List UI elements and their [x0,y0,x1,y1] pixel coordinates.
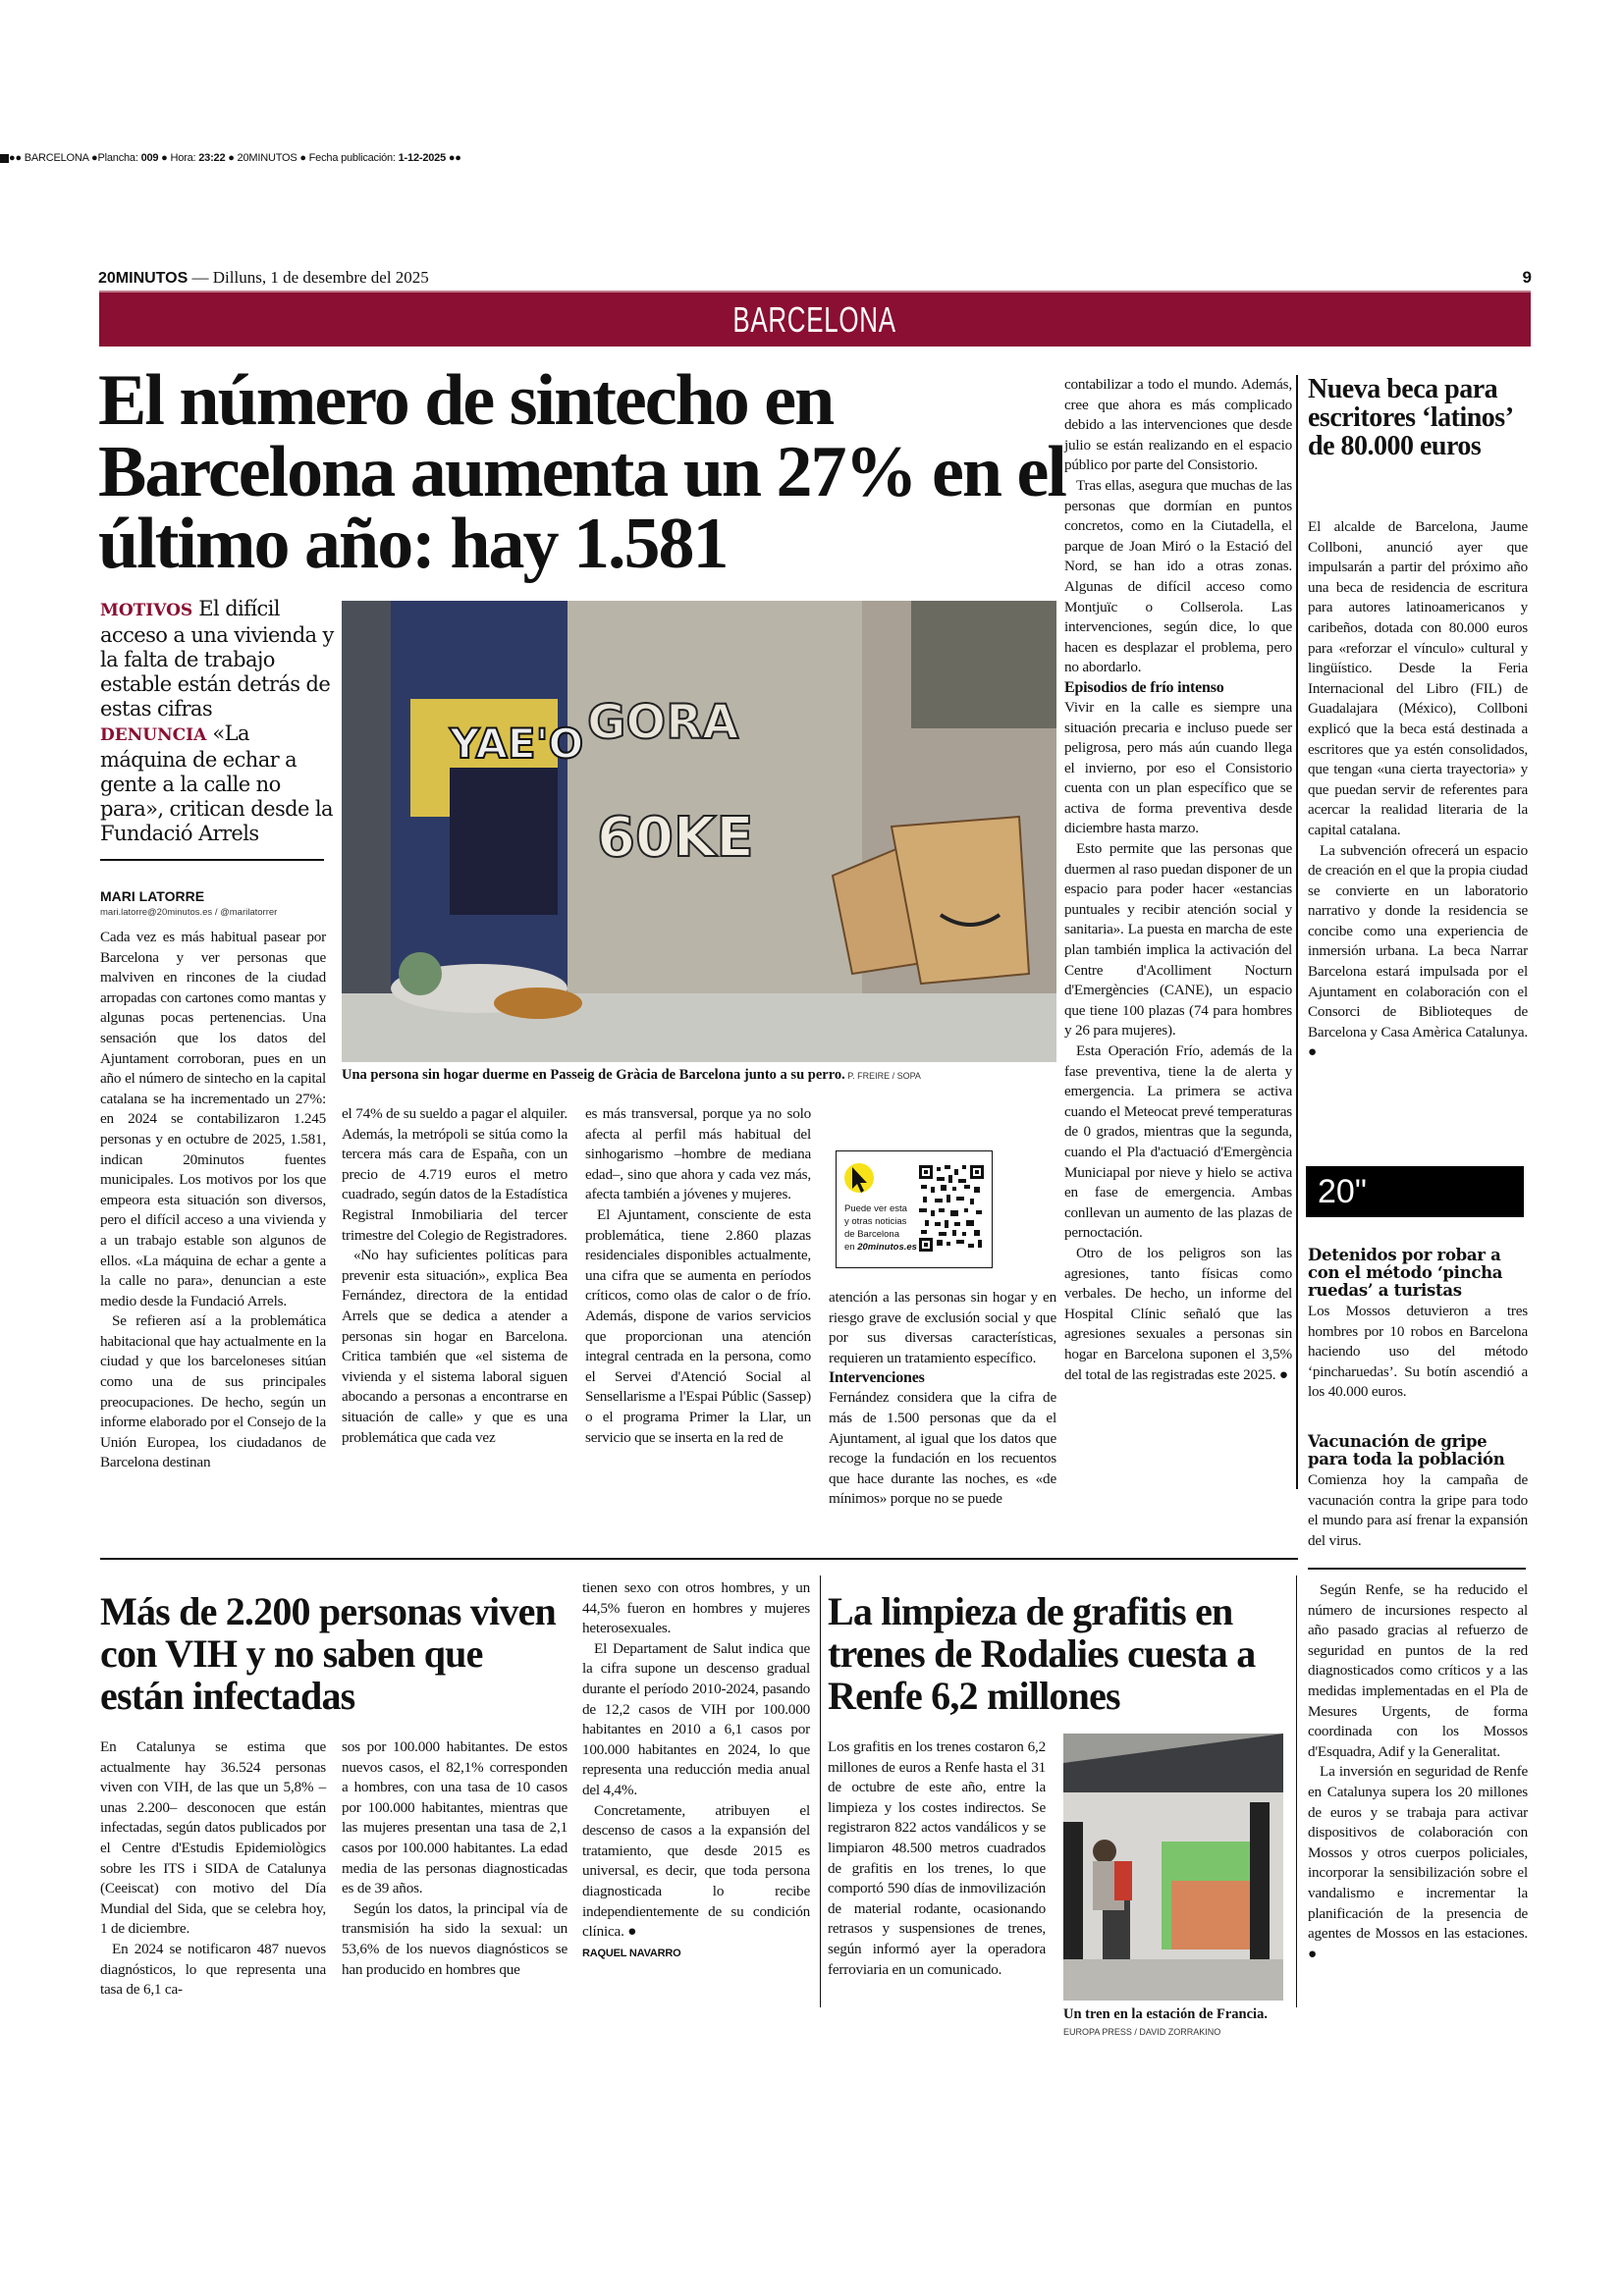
section-divider [1308,1568,1526,1570]
sidebar-headline: Nueva beca para escritores ‘latinos’ de 80.000 euros [1308,374,1512,461]
main-article-column-4: atención a las personas sin hogar y en riesgo grave de exclusión social y que por sus diversas características, requieren un tratamiento específico. Intervenciones Fernández considera que la cifra de más de 1.500 personas que da el Ajuntament, al igual que los datos que recoge la fundación en los recuentos que hace durante las noches, es «de mínimos» porque no se puede [829,1289,1056,1508]
sidebar-article-body: El alcalde de Barcelona, Jaume Collboni, anunció ayer que impulsarán a partir del próximo año una beca de residencia de escritura para autores latinoamericanos y caribeños, dotada con 80.000 euros para «reforzar el vínculo» cultural y lingüístico. Desde la Feria Internacional del Libro (FIL) de Guadalajara (México), Collboni explicó que la beca está destinada a escritores que ya estén consolidados, que tengan «una cierta trayectoria» y que puedan servir de referentes para acercar la realidad literaria de la capital catalana. La subvención ofrecerá un espacio de creación en el que la propia ciudad se convierte en un laboratorio narrativo y donde la residencia se concibe como una experiencia de inmersión urbana. La beca Narrar Barcelona estará impulsada por el Ajuntament en colaboración con el Consorci de Biblioteques de Barcelona y Casa Amèrica Catalunya. ● [1308,518,1528,1061]
column-divider [1296,375,1298,1489]
brief-title: Detenidos por robar a con el método ‘pincha ruedas’ a turistas [1308,1246,1503,1300]
rodalies-column-3: Según Renfe, se ha reducido el número de incursiones respecto al año pasado gracias al refuerzo de seguridad en puntos de la red diagnosticados como críticos y a las medidas implementadas en el Pla de Mesures Urgents, de forma coordinada con los Mossos d'Esquadra, Adif y la Generalitat. La inversión en seguridad de Renfe en Catalunya supera los 20 millones de euros y se trabaja para activar dispositivos de colaboración con Mossos y otros cuerpos policiales, incorporar la sensibilización sobre el vandalismo e incrementar la planificación de la presencia de agentes de Mossos en las estaciones. ● [1308,1581,1528,1962]
vih-column-1: En Catalunya se estima que actualmente hay 36.524 personas viven con VIH, de las que un 5,8% –unas 2.200– desconocen que están infectadas, según datos publicados por el Centre d'Estudis Epidemiològics sobre les ITS i SIDA de Catalunya (Ceeiscat) con motivo del Día Mundial del Sida, que se celebra hoy, 1 de diciembre. En 2024 se notificaron 487 nuevos diagnósticos, lo que representa una tasa de 6,1 ca- [100,1738,326,1999]
print-slug-line: ●● BARCELONA ●Plancha: 009 ● Hora: 23:22 ● 20MINUTOS ● Fecha publicación: 1-12-2025 ●● [0,152,461,164]
section-title: BARCELONA [732,298,897,340]
main-photo-homeless-person [342,601,1056,1062]
column-divider [820,1575,821,2007]
photo-graffiti-storefront [342,601,1056,1062]
logo-icon [0,154,9,163]
rodalies-column-1: Los grafitis en los trenes costaron 6,2 millones de euros a Renfe hasta el 31 de octubre de este año, entre la limpieza y los costes indirectos. Se registraron 822 actos vandálicos y se limpiaron 48.500 metros cuadrados de grafitis en los trenes, lo que comportó 590 días de inmovilización de material rodante, ocasionando retrasos y suspensiones de trenes, según informó ayer la operadora ferroviaria en un comunicado. [828,1738,1046,1978]
qr-promo-text: Puede ver esta y otras noticias de Barcelona en 20minutos.es [844,1203,917,1253]
brief-item [1308,1433,1528,1551]
brief-text: Los Mossos detuvieron a tres hombres por 10 robos en Barcelona haciendo uso del método ‘pincharuedas’. Su botín ascendió a los 40.000 euros. [1308,1303,1528,1401]
photo-credit: P. FREIRE / SOPA [844,1071,921,1081]
brief-title: Vacunación de gripe para toda la población [1308,1432,1505,1468]
briefs-badge: 20" [1306,1166,1524,1217]
svg-text:GORA: GORA [587,695,739,750]
main-article-column-3: es más transversal, porque ya no solo afecta al perfil más habitual del sinhogarismo –hombre de mediana edad–, sino que ahora y cada vez más, afecta también a jóvenes y mujeres. El Ajuntament, consciente de esta problemática, tiene 2.860 plazas residenciales disponibles actualmente, una cifra que se aumenta en períodos críticos, como olas de calor o de frío. Además, dispone de varios servicios que proporcionan una atención integral centrada en la persona, como el Servei d'Atenció Social al Sensellarisme a l'Espai Públic (Sassep) o el programa Primer la Llar, un servicio que se inserta en la red de [585,1105,811,1446]
main-photo-caption: Una persona sin hogar duerme en Passeig de Gràcia de Barcelona junto a su perro. P. FREIRE / SOPA [342,1067,921,1083]
main-subhead: MOTIVOS El difícil acceso a una vivienda y la falta de trabajo estable están detrás de estas cifras DENUNCIA «La máquina de echar a gente a la calle no para», critican desde la Fundació Arrels [100,597,334,845]
divider [100,859,324,861]
brand-name: 20MINUTOS [98,270,189,287]
main-article-column-1: Cada vez es más habitual pasear por Barcelona y ver personas que malviven en rincones de la ciudad arropadas con cartones como mantas y algunas pocas pertenencias. Una sensación que los datos del Ajuntament corroboran, pues en un año el número de sintecho en la capital catalana se ha incrementado un 27%: en 2024 se contabilizaron 1.245 personas y en octubre de 2025, 1.581, indican 20minutos fuentes municipales. Los motivos por los que empeora esta situación son diversos, pero el difícil acceso a una vivienda y a un trabajo estable son algunos de ellos. «La máquina de echar a gente a la calle no para», denuncian a este medio desde la Fundació Arrels. Se refieren así a la problemática habitacional que hay actualmente en la ciudad y que los barceloneses sitúan como una de sus principales preocupaciones. De hecho, según un informe elaborado por el Consejo de la Unión Europea, los ciudadanos de Barcelona destinan [100,929,326,1471]
pointer-arrow-icon [844,1163,874,1197]
svg-text:60KE: 60KE [597,806,754,870]
qr-code-icon[interactable] [919,1165,984,1252]
section-banner [99,291,1531,347]
brief-text: Comienza hoy la campaña de vacunación contra la gripe para todo el mundo para así frenar la expansión del virus. [1308,1471,1528,1549]
subhead-keyword: MOTIVOS [100,601,193,620]
qr-code-graphic [919,1165,984,1252]
section-divider [100,1558,1298,1560]
vih-column-3: tienen sexo con otros hombres, y un 44,5% fueron en hombres y mujeres heterosexuales. El Departament de Salut indica que la cifra supone un descenso gradual durante el período 2010-2024, pasando de 12,2 casos de VIH por 100.000 habitantes en 2010 a 6,1 casos por 100.000 habitantes en 2024, lo que representa una reducción media anual del 4,4%. Concretamente, atribuyen el descenso de casos a la expansión del tratamiento, que desde 2015 es universal, es decir, que toda persona diagnosticada lo recibe independientemente de su condición clínica. ● RAQUEL NAVARRO [582,1579,810,1959]
qr-promo-box[interactable] [836,1150,993,1268]
vih-headline: Más de 2.200 personas viven con VIH y no saben que están infectadas [100,1589,556,1718]
rodalies-headline: La limpieza de grafitis en trenes de Rodalies cuesta a Renfe 6,2 millones [828,1589,1256,1718]
vih-column-2: sos por 100.000 habitantes. De estos nuevos casos, el 82,1% corresponden a hombres, con una tasa de 10 casos por 100.000 habitantes, mientras que las mujeres presentan una tasa de 2,1 casos por 100.000 habitantes. La edad media de las personas diagnosticadas es de 39 años. Según los datos, la principal vía de transmisión ha sido la sexual: un 53,6% de los nuevos diagnósticos se han producido en hombres que [342,1738,568,1978]
section-subhead: Episodios de frío intenso [1064,678,1224,696]
author-credit: RAQUEL NAVARRO [582,1947,681,1959]
section-subhead: Intervenciones [829,1369,925,1387]
page-number: 9 [1522,268,1532,287]
byline-contact: mari.latorre@20minutos.es / @marilatorrer [100,907,278,918]
main-article-column-5: contabilizar a todo el mundo. Además, cree que ahora es más complicado debido a las intervenciones que desde julio se están realizando en el espacio público por parte del Consistorio. Tras ellas, asegura que muchas de las personas que dormían en puntos concretos, como en la Ciutadella, el parque de Joan Miró o la Estació del Nord, se han ido a otras zonas. Algunas de difícil acceso como Montjuïc o Collserola. Las intervenciones, según dice, lo que hacen es desplazar el problema, pero no abordarlo. Episodios de frío intenso Vivir en la calle es siempre una situación precaria e incluso puede ser peligrosa, pero más aún cuando llega el invierno, por eso el Consistorio cuenta con un plan específico que se activa de forma preventiva desde diciembre hasta marzo. Esto permite que las personas que duermen al raso puedan disponer de un espacio para poder hacer «estancias puntuales y recibir atención social y sanitaria». La puesta en marcha de este plan también implica la activación del Centre d'Acolliment Nocturn d'Emergències (CANE), un espacio que tiene 100 plazas (74 para hombres y 26 para mujeres). Esta Operación Frío, además de la fase preventiva, tiene la de alerta y emergencia. La primera se activa cuando el Meteocat prevé temperaturas de 0 grados, mientras que la segunda, cuando el Pla d'actuació d'Emergència Municiapal por nieve y hielo se activa en fase de emergencia. Ambas conllevan un aumento de las plazas de pernoctación. Otro de los peligros son las agresiones, tanto físicas como verbales. De hecho, un informe del Hospital Clínic señaló que las agresiones sexuales a personas sin hogar en Barcelona suponen el 3,5% del total de las registradas este 2025. ● [1064,376,1292,1383]
byline: MARI LATORRE [100,888,205,904]
photo-credit: EUROPA PRESS / DAVID ZORRAKINO [1063,2027,1221,2037]
brief-item [1308,1247,1528,1403]
subhead-keyword: DENUNCIA [100,725,207,745]
main-headline: El número de sintecho en Barcelona aumenta un 27% en el último año: hay 1.581 [98,360,1065,584]
column-divider [1296,1575,1297,2007]
train-photo-caption: Un tren en la estación de Francia. EUROPA PRESS / DAVID ZORRAKINO [1063,2006,1268,2037]
svg-text:YAE'O: YAE'O [450,720,584,768]
train-photo [1063,1734,1283,2001]
issue-date: — Dilluns, 1 de desembre del 2025 [188,268,429,287]
main-article-column-2: el 74% de su sueldo a pagar el alquiler. Además, la metrópoli se sitúa como la tercera más cara de España, con un precio de 4.719 euros el metro cuadrado, según datos de la Estadística Registral Inmobiliaria del tercer trimestre del Colegio de Registradores. «No hay suficientes políticas para prevenir esta situación», explica Bea Fernández, directora de la entidad Arrels que se dedica a atender a personas sin hogar en Barcelona. Critica también que «el sistema de vivienda y el sistema laboral siguen abocando a personas a encontrarse en situación de calle» y que es una problemática que cada vez [342,1105,568,1446]
cursor-icon [844,1163,874,1193]
running-head [98,268,1532,288]
photo-graffiti-train [1063,1734,1283,2001]
